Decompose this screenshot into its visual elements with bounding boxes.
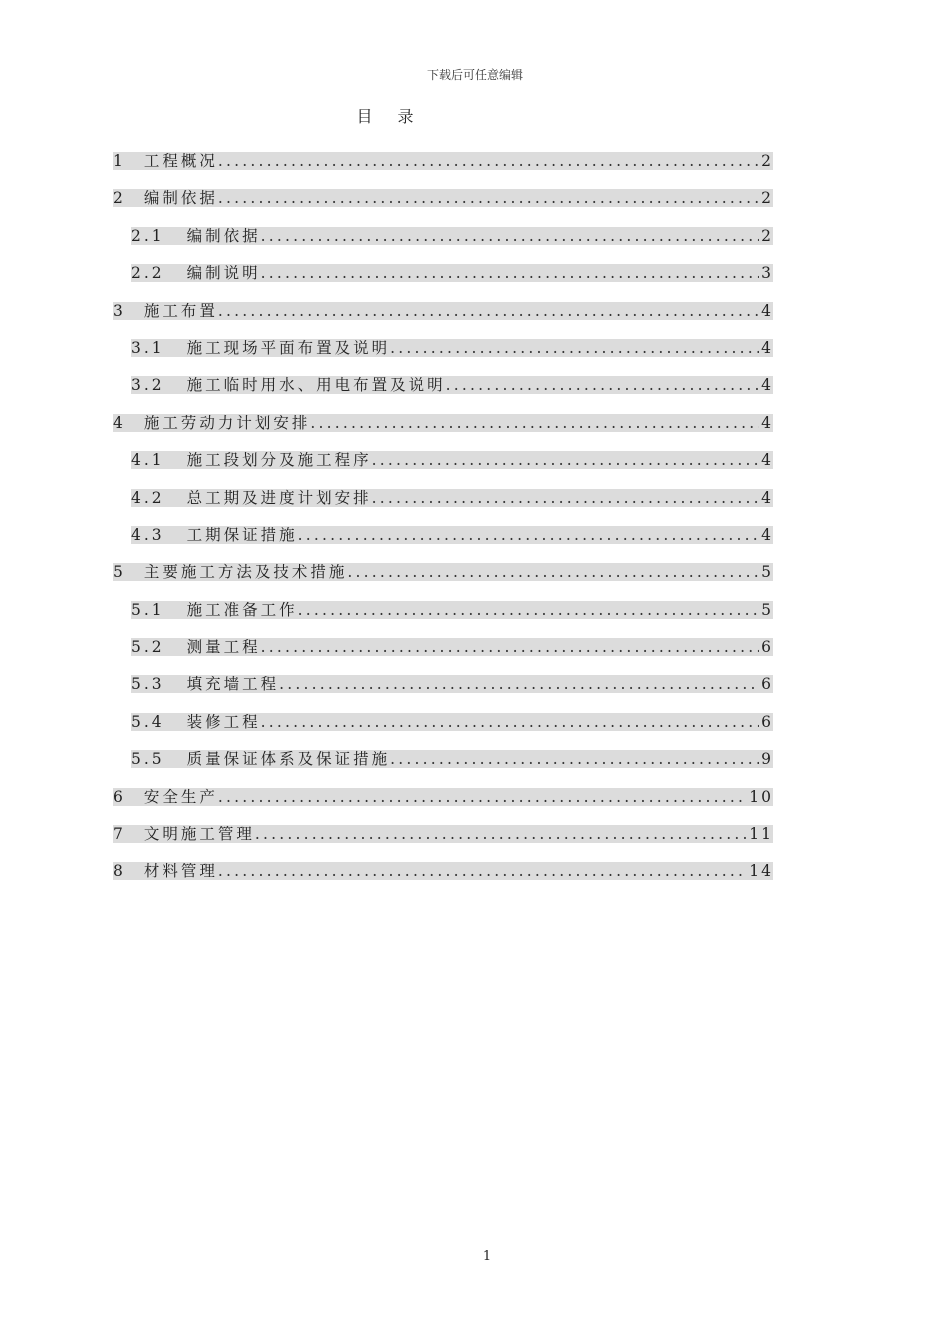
toc-entry-page: 4	[761, 451, 773, 470]
toc-entry-leader-dots	[261, 227, 759, 245]
toc-entry-line	[131, 376, 773, 394]
toc-entry-number: 2.2	[131, 264, 165, 283]
toc-entry-page: 6	[761, 712, 773, 731]
toc-entry-leader-dots	[279, 675, 759, 693]
table-of-contents	[113, 149, 773, 897]
toc-entry-line	[131, 227, 773, 245]
toc-entry-leader-dots	[218, 302, 759, 320]
toc-entry-page: 4	[761, 413, 773, 432]
toc-entry-number: 2	[113, 189, 126, 208]
toc-entry-leader-dots	[310, 414, 759, 432]
toc-entry-title: 工程概况	[143, 152, 218, 170]
toc-entry[interactable]	[113, 560, 773, 597]
toc-entry[interactable]	[113, 224, 773, 261]
toc-entry-page: 4	[761, 338, 773, 357]
toc-title: 目 录	[356, 107, 424, 126]
toc-entry-page: 4	[761, 301, 773, 320]
toc-entry-title: 施工临时用水、用电布置及说明	[186, 376, 446, 395]
toc-entry-line	[131, 451, 773, 469]
toc-entry-page: 9	[761, 750, 773, 769]
toc-entry[interactable]	[113, 486, 773, 523]
toc-entry-number: 8	[113, 862, 126, 881]
page-number: 1	[482, 1249, 492, 1264]
toc-entry-title: 总工期及进度计划安排	[186, 488, 372, 507]
toc-entry-page: 6	[761, 675, 773, 694]
toc-entry-leader-dots	[446, 376, 759, 394]
toc-entry-number: 4.3	[131, 525, 165, 544]
toc-entry-number: 5.4	[131, 712, 165, 731]
toc-entry[interactable]	[113, 523, 773, 560]
toc-entry-number: 7	[113, 825, 126, 844]
toc-entry-page: 10	[749, 787, 773, 806]
toc-entry[interactable]	[113, 373, 773, 410]
toc-entry-leader-dots	[372, 489, 759, 507]
toc-entry-title: 文明施工管理	[143, 825, 255, 844]
toc-entry[interactable]	[113, 186, 773, 223]
toc-entry[interactable]	[113, 299, 773, 336]
toc-entry-leader-dots	[390, 750, 759, 768]
toc-entry-number: 5.2	[131, 638, 165, 657]
toc-entry-title: 安全生产	[143, 787, 218, 806]
toc-entry[interactable]	[113, 261, 773, 298]
toc-entry[interactable]	[113, 336, 773, 373]
toc-entry-line	[131, 601, 773, 619]
toc-entry-line	[131, 489, 773, 507]
toc-entry-number: 5.1	[131, 600, 165, 619]
toc-entry-title: 施工现场平面布置及说明	[186, 338, 391, 357]
toc-entry[interactable]	[113, 822, 773, 859]
toc-entry-line	[113, 152, 773, 170]
toc-entry-line	[131, 713, 773, 731]
toc-entry-leader-dots	[218, 788, 747, 806]
toc-entry[interactable]	[113, 785, 773, 822]
toc-entry-leader-dots	[390, 339, 759, 357]
toc-entry-line	[113, 825, 773, 843]
toc-entry-leader-dots	[255, 825, 747, 843]
toc-entry[interactable]	[113, 635, 773, 672]
toc-entry-page: 5	[761, 563, 773, 582]
toc-entry-page: 4	[761, 376, 773, 395]
toc-entry-page: 3	[761, 264, 773, 283]
toc-entry-page: 4	[761, 488, 773, 507]
toc-entry-title: 编制依据	[143, 189, 218, 208]
toc-entry-line	[113, 788, 773, 806]
toc-entry[interactable]	[113, 448, 773, 485]
toc-entry-number: 3.1	[131, 338, 165, 357]
toc-entry[interactable]	[113, 411, 773, 448]
toc-entry[interactable]	[113, 672, 773, 709]
toc-entry-title: 材料管理	[143, 862, 218, 881]
toc-entry-number: 4.1	[131, 451, 165, 470]
toc-entry-title: 质量保证体系及保证措施	[186, 750, 391, 769]
toc-entry-title: 装修工程	[186, 712, 261, 731]
header-note: 下载后可任意编辑	[426, 68, 523, 82]
toc-entry-title: 编制依据	[186, 226, 261, 245]
toc-entry-title: 施工准备工作	[186, 600, 298, 619]
toc-entry-number: 4	[113, 413, 126, 432]
toc-entry-number: 5	[113, 563, 126, 582]
toc-entry-page: 5	[761, 600, 773, 619]
toc-entry-line	[131, 264, 773, 282]
toc-entry-title: 测量工程	[186, 638, 261, 657]
toc-entry[interactable]	[113, 859, 773, 896]
toc-entry-line	[131, 638, 773, 656]
toc-entry-leader-dots	[261, 713, 759, 731]
toc-entry[interactable]	[113, 747, 773, 784]
toc-entry-leader-dots	[218, 189, 759, 207]
toc-entry-title: 填充墙工程	[186, 675, 280, 694]
toc-entry-number: 5.5	[131, 750, 165, 769]
toc-entry-number: 3.2	[131, 376, 165, 395]
toc-entry-line	[131, 675, 773, 693]
toc-entry-number: 3	[113, 301, 126, 320]
toc-entry-line	[131, 339, 773, 357]
toc-entry-title: 施工劳动力计划安排	[143, 413, 311, 432]
toc-entry-page: 2	[761, 152, 773, 170]
toc-entry-number: 2.1	[131, 226, 165, 245]
toc-entry-line	[113, 302, 773, 320]
toc-entry-line	[113, 563, 773, 581]
toc-entry-page: 14	[749, 862, 773, 881]
toc-entry-leader-dots	[298, 601, 759, 619]
toc-entry-number: 4.2	[131, 488, 165, 507]
toc-entry-leader-dots	[347, 563, 759, 581]
toc-entry[interactable]	[113, 598, 773, 635]
toc-entry-title: 施工布置	[143, 301, 218, 320]
toc-entry-page: 2	[761, 189, 773, 208]
toc-entry-page: 4	[761, 525, 773, 544]
toc-entry-page: 2	[761, 226, 773, 245]
toc-entry-line	[113, 189, 773, 207]
toc-entry-leader-dots	[261, 638, 759, 656]
toc-entry-line	[113, 862, 773, 880]
toc-entry-page: 11	[749, 825, 773, 844]
toc-entry-leader-dots	[218, 152, 759, 170]
toc-entry-line	[113, 414, 773, 432]
toc-entry-leader-dots	[372, 451, 759, 469]
toc-entry-number: 1	[113, 152, 126, 170]
toc-entry-title: 工期保证措施	[186, 525, 298, 544]
toc-entry-title: 编制说明	[186, 264, 261, 283]
toc-entry-number: 5.3	[131, 675, 165, 694]
toc-entry[interactable]	[113, 149, 773, 186]
toc-entry-line	[131, 526, 773, 544]
toc-entry-title: 施工段划分及施工程序	[186, 451, 372, 470]
toc-entry[interactable]	[113, 710, 773, 747]
toc-entry-leader-dots	[218, 862, 747, 880]
toc-entry-title: 主要施工方法及技术措施	[143, 563, 348, 582]
toc-entry-leader-dots	[298, 526, 759, 544]
toc-entry-page: 6	[761, 638, 773, 657]
toc-entry-number: 6	[113, 787, 126, 806]
toc-entry-line	[131, 750, 773, 768]
toc-entry-leader-dots	[261, 264, 759, 282]
